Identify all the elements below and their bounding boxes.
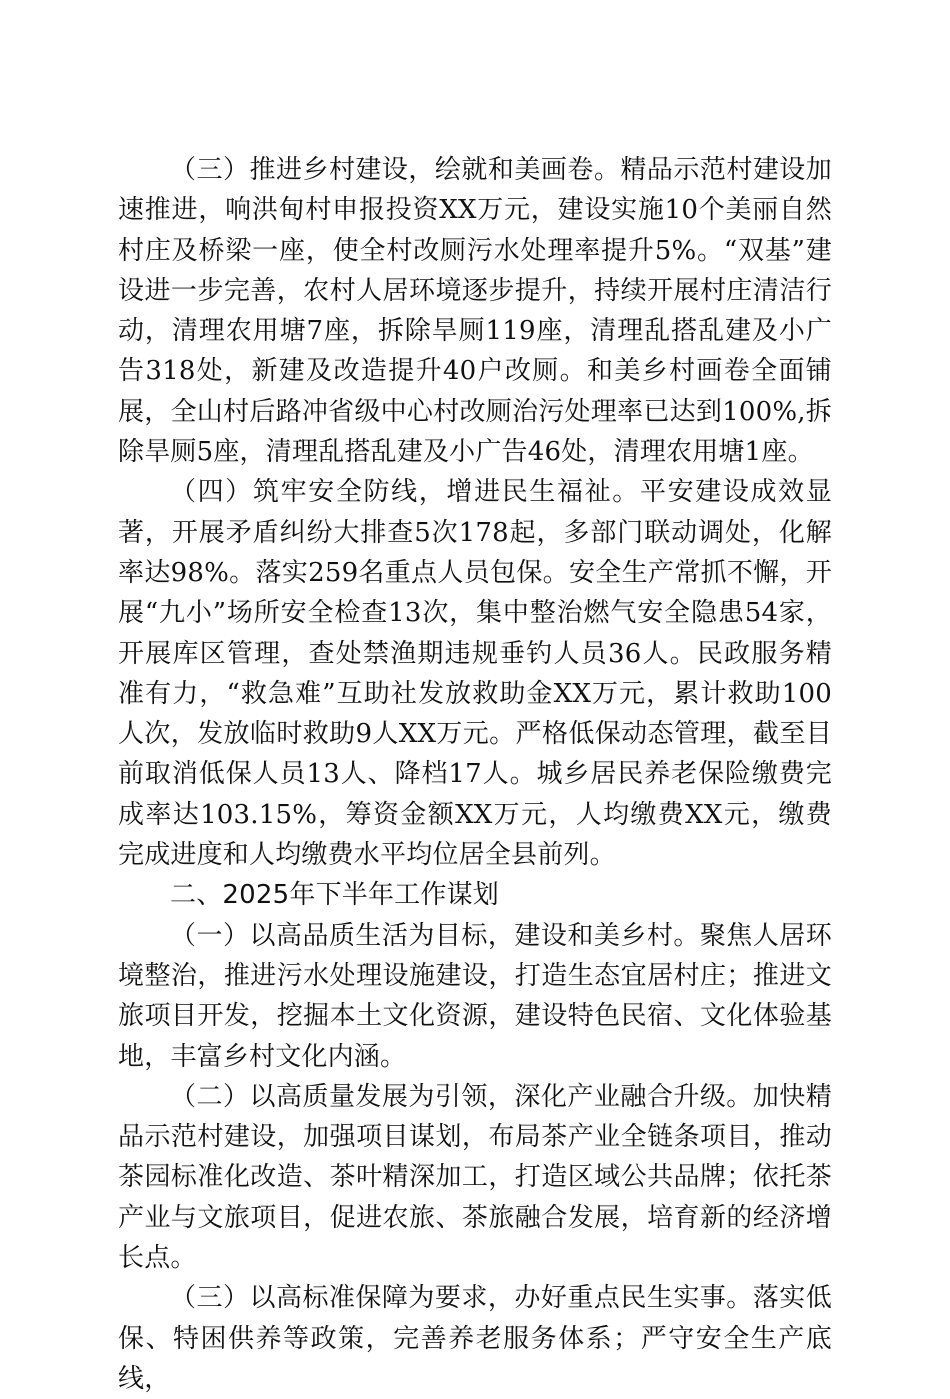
paragraph-body: 平安建设成效显著，开展矛盾纠纷大排查5次178起，多部门联动调处，化解率达98%。落实259名重点人员包保。安全生产常抓不懈，开展“九小”场所安全检查13次，集中整治燃气安全隐患54家，开展库区管理，查处禁渔期违规垂钓人员36人。民政服务精准有力，“救急难”互助社发放救助金XX万元，累计救助100人次，发放临时救助9人XX万元。严格低保动态管理，截至目前取消低保人员13人、降档17人。城乡居民养老保险缴费完成率达103.15%，筹资金额XX万元，人均缴费XX元，缴费完成进度和人均缴费水平均位居全县前列。 — [118, 477, 832, 871]
paragraph-body: 加快精品示范村建设，加强项目谋划，布局茶产业全链条项目，推动茶园标准化改造、茶叶精深加工，打造区域公共品牌；依托茶产业与文旅项目，促进农旅、茶旅融合发展，培育新的经济增长点。 — [118, 1081, 832, 1274]
paragraph-lead: （三）推进乡村建设，绘就和美画卷。 — [170, 155, 621, 185]
paragraph-lead: （四）筑牢安全防线，增进民生福祉。 — [170, 477, 640, 508]
paragraph-safety-livelihood — [118, 472, 832, 875]
paragraph-rural-construction — [118, 150, 832, 472]
paragraph-livelihood-projects — [118, 1278, 832, 1399]
paragraph-beautiful-village — [118, 916, 832, 1077]
paragraph-lead: （二）以高质量发展为引领，深化产业融合升级。 — [170, 1081, 753, 1112]
section-heading: 二、2025年下半年工作谋划 — [170, 880, 499, 911]
paragraph-body: 聚焦人居环境整治，推进污水处理设施建设，打造生态宜居村庄；推进文旅项目开发，挖掘本土文化资源，建设特色民宿、文化体验基地，丰富乡村文化内涵。 — [118, 920, 832, 1072]
document-page — [118, 150, 832, 1399]
paragraph-lead: （三）以高标准保障为要求，办好重点民生实事。 — [170, 1283, 753, 1314]
paragraph-body: 落实低保、特困供养等政策，完善养老服务体系；严守安全生产底线， — [118, 1283, 832, 1394]
paragraph-body: 精品示范村建设加速推进，响洪甸村申报投资XX万元，建设实施10个美丽自然村庄及桥梁一座，使全村改厕污水处理率提升5%。“双基”建设进一步完善，农村人居环境逐步提升，持续开展村庄清洁行动，清理农用塘7座，拆除旱厕119座，清理乱搭乱建及小广告318处，新建及改造提升40户改厕。和美乡村画卷全面铺展，全山村后路冲省级中心村改厕治污处理率已达到100%,拆除旱厕5座，清理乱搭乱建及小广告46处，清理农用塘1座。 — [118, 155, 832, 468]
paragraph-industry-integration — [118, 1077, 832, 1278]
paragraph-lead: （一）以高品质生活为目标，建设和美乡村。 — [170, 920, 700, 951]
